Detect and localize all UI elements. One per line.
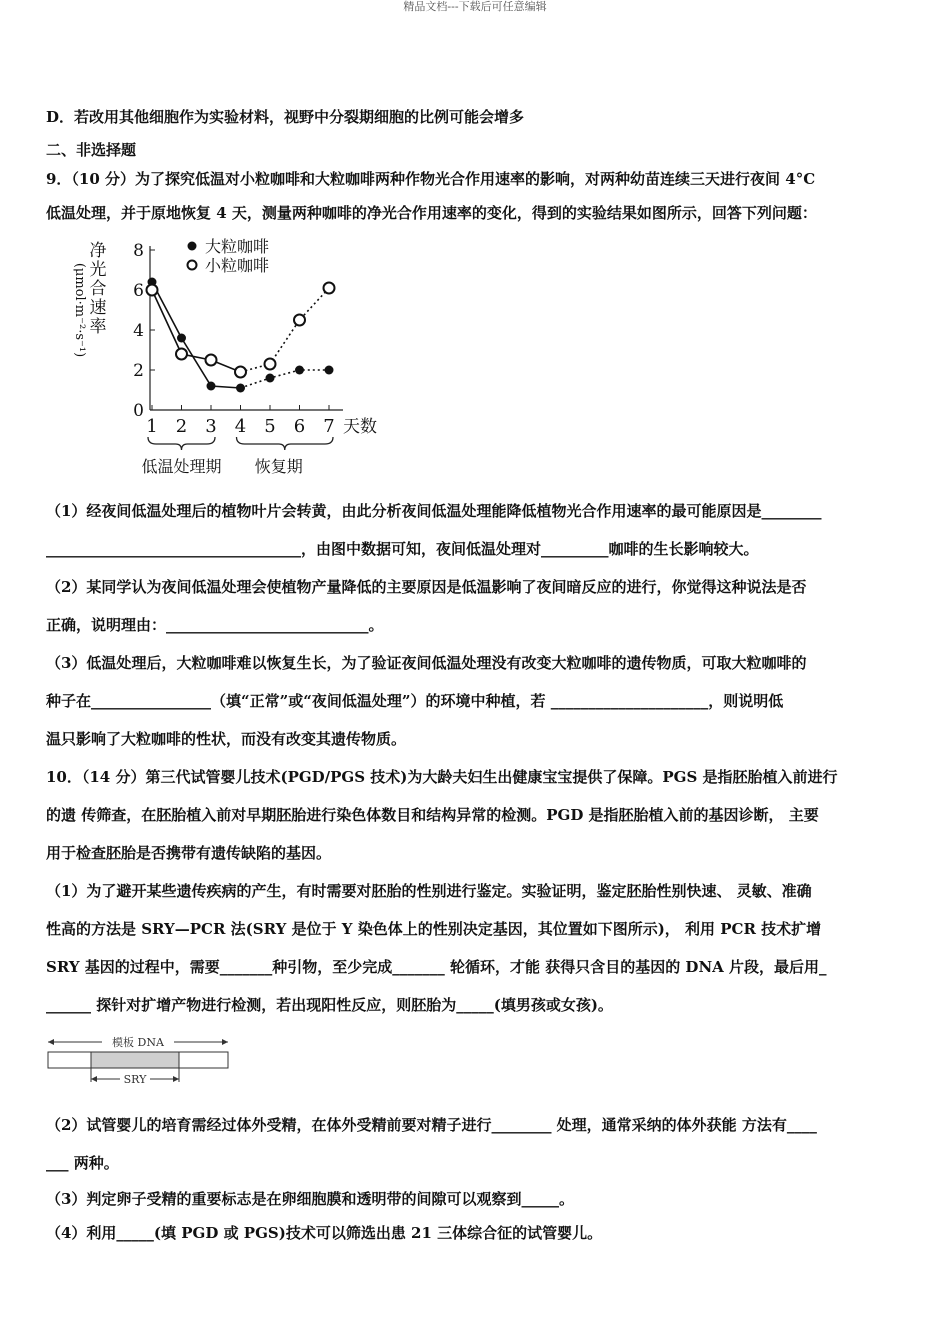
data-point-open	[235, 367, 246, 378]
document-body	[46, 98, 904, 1250]
photosynthesis-chart	[60, 234, 400, 484]
data-point-open	[324, 283, 335, 294]
template-arrowhead-right	[222, 1039, 228, 1045]
sry-dna-diagram	[46, 1034, 246, 1094]
y-tick-label: 0	[133, 401, 144, 421]
q10-stem-line3: 用于检查胚胎是否携带有遗传缺陷的基因。	[46, 844, 332, 862]
data-point-filled	[325, 366, 334, 375]
q10-part3: （3）判定卵子受精的重要标志是在卵细胞膜和透明带的间隙可以观察到_____。	[46, 1190, 574, 1208]
template-arrowhead-left	[48, 1039, 54, 1045]
data-point-filled	[207, 382, 216, 391]
legend-marker-filled	[188, 242, 197, 251]
data-point-filled	[177, 334, 186, 343]
x-tick-label: 2	[175, 416, 188, 437]
x-tick-label: 5	[264, 416, 276, 437]
sry-gene-segment	[91, 1052, 179, 1068]
data-point-filled	[295, 366, 304, 375]
q10-stem-line2: 的遗 传筛查，在胚胎植入前对早期胚胎进行染色体数目和结构异常的检测。PGD 是指胚胎植入前的基因诊断， 主要	[46, 806, 819, 824]
q9-part3-line1: （3）低温处理后，大粒咖啡难以恢复生长，为了验证夜间低温处理没有改变大粒咖啡的遗传物质，可取大粒咖啡的	[46, 654, 807, 672]
q10-part1-line1: （1）为了避开某些遗传疾病的产生，有时需要对胚胎的性别进行鉴定。实验证明，鉴定胚胎性别快速、 灵敏、准确	[46, 882, 812, 900]
q10-part2-line1: （2）试管婴儿的培育需经过体外受精，在体外受精前要对精子进行________ 处理，通常采纳的体外获能 方法有____	[46, 1116, 817, 1134]
data-point-filled	[266, 374, 275, 383]
brace-label-low-temp: 低温处理期	[141, 457, 222, 476]
page-header: 精品文档---下载后可任意编辑	[403, 0, 547, 13]
y-axis-title-char: 率	[89, 317, 107, 337]
series-line-dotted	[241, 288, 330, 372]
q9-part2-line2: 正确，说明理由：___________________________。	[46, 616, 384, 634]
sry-label: SRY	[123, 1073, 147, 1086]
option-d: D．若改用其他细胞作为实验材料，视野中分裂期细胞的比例可能会增多	[46, 108, 525, 126]
x-tick-label: 3	[205, 416, 217, 437]
q9-stem-line2: 低温处理，并于原地恢复 4 天，测量两种咖啡的净光合作用速率的变化，得到的实验结果如图所示，回答下列问题：	[46, 204, 817, 222]
x-axis-title: 天数	[343, 417, 377, 437]
data-point-filled	[236, 384, 245, 393]
series-line-dotted	[241, 370, 330, 388]
sry-arrowhead-right	[173, 1076, 179, 1082]
legend-label: 小粒咖啡	[205, 256, 270, 275]
q10-part1-line4: ______ 探针对扩增产物进行检测，若出现阳性反应，则胚胎为_____(填男孩或女孩)。	[46, 996, 613, 1014]
series-line-solid	[152, 282, 241, 388]
y-tick-label: 8	[133, 241, 144, 261]
data-point-open	[265, 359, 276, 370]
brace-label-recovery: 恢复期	[254, 457, 303, 476]
x-tick-label: 7	[323, 416, 335, 437]
data-point-open	[176, 349, 187, 360]
q10-part1-line2: 性高的方法是 SRY—PCR 法(SRY 是位于 Y 染色体上的性别决定基因，其位置如下图所示)， 利用 PCR 技术扩增	[46, 920, 822, 938]
chart-svg	[60, 234, 400, 484]
sry-arrowhead-left	[91, 1076, 97, 1082]
data-point-open	[294, 315, 305, 326]
q10-part1-line3: SRY 基因的过程中，需要_______种引物，至少完成_______ 轮循环，才能 获得只含目的基因的 DNA 片段，最后用_	[46, 958, 827, 976]
q10-part4: （4）利用_____(填 PGD 或 PGS)技术可以筛选出患 21 三体综合征的试管婴儿。	[46, 1224, 603, 1242]
x-tick-label: 4	[234, 416, 247, 437]
q9-part3-line3: 温只影响了大粒咖啡的性状，而没有改变其遗传物质。	[46, 730, 407, 748]
brace-recovery	[237, 437, 334, 450]
data-point-open	[147, 285, 158, 296]
y-axis-title-char: 光	[89, 260, 107, 280]
y-axis-unit: (μmol·m⁻²·s⁻¹)	[72, 262, 87, 358]
q9-part2-line1: （2）某同学认为夜间低温处理会使植物产量降低的主要原因是低温影响了夜间暗反应的进行，你觉得这种说法是否	[46, 578, 807, 596]
q9-part1-line1: （1）经夜间低温处理后的植物叶片会转黄，由此分析夜间低温处理能降低植物光合作用速率的最可能原因是________	[46, 502, 822, 520]
q9-stem-line1: 9．（10 分）为了探究低温对小粒咖啡和大粒咖啡两种作物光合作用速率的影响，对两种幼苗连续三天进行夜间 4°C	[46, 170, 816, 188]
q10-stem-line1: 10．（14 分）第三代试管婴儿技术(PGD/PGS 技术)为大龄夫妇生出健康宝宝提供了保障。PGS 是指胚胎植入前进行	[46, 768, 838, 786]
y-tick-label: 4	[133, 321, 144, 341]
q10-part2-line2: ___ 两种。	[46, 1154, 119, 1172]
template-dna-label: 模板 DNA	[112, 1036, 164, 1049]
q9-part1-line2: __________________________________，由图中数据可知，夜间低温处理对_________咖啡的生长影响较大。	[46, 540, 759, 558]
brace-low-temp	[148, 437, 215, 450]
y-axis-title-char: 速	[89, 298, 107, 318]
q9-part3-line2: 种子在________________（填“正常”或“夜间低温处理”）的环境中种植，若 _____________________，则说明低	[46, 692, 784, 710]
y-tick-label: 6	[133, 281, 144, 301]
section-title: 二、非选择题	[46, 141, 137, 159]
series-line-solid	[152, 290, 241, 372]
x-tick-label: 6	[293, 416, 306, 437]
legend-marker-open	[188, 261, 197, 270]
y-tick-label: 2	[133, 361, 144, 381]
y-axis-title-char: 合	[89, 279, 107, 299]
legend-label: 大粒咖啡	[205, 237, 270, 256]
data-point-open	[206, 355, 217, 366]
y-axis-title-char: 净	[89, 241, 107, 261]
dna-svg	[46, 1034, 246, 1094]
x-tick-label: 1	[146, 416, 158, 437]
